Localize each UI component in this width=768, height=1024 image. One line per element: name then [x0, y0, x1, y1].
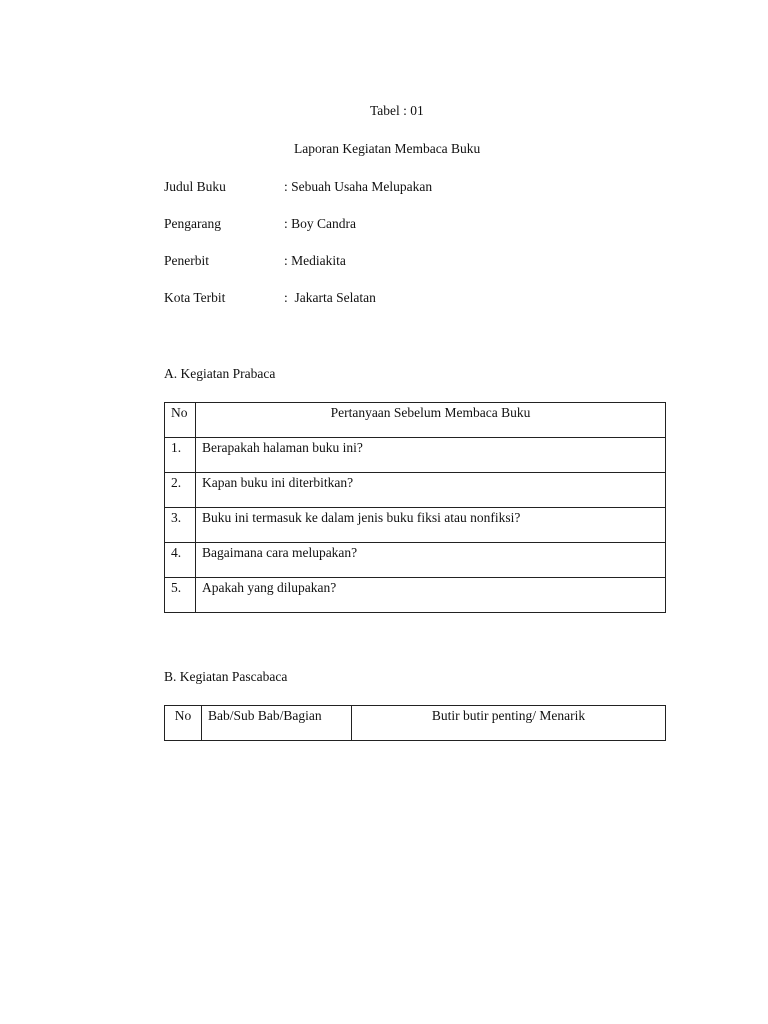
pascabaca-table: [164, 705, 666, 741]
header-key-points: Butir butir penting/ Menarik: [352, 706, 666, 741]
table-header-row: [165, 706, 666, 741]
table-row: [165, 473, 666, 508]
row-question: Bagaimana cara melupakan?: [196, 543, 666, 578]
table-row: [165, 508, 666, 543]
row-no: 4.: [165, 543, 196, 578]
header-chapter: Bab/Sub Bab/Bagian: [202, 706, 352, 741]
row-no: 1.: [165, 438, 196, 473]
book-info-value: : Sebuah Usaha Melupakan: [284, 179, 433, 194]
book-info-label: Kota Terbit: [164, 290, 226, 305]
book-info-value: : Mediakita: [284, 253, 346, 268]
header-no: No: [165, 706, 202, 741]
table-row: [165, 438, 666, 473]
table-header-row: [165, 403, 666, 438]
prabaca-table: [164, 402, 666, 613]
row-question: Berapakah halaman buku ini?: [196, 438, 666, 473]
report-title: Laporan Kegiatan Membaca Buku: [294, 141, 481, 156]
header-question: Pertanyaan Sebelum Membaca Buku: [196, 403, 666, 438]
row-question: Kapan buku ini diterbitkan?: [196, 473, 666, 508]
book-info-label: Pengarang: [164, 216, 221, 231]
table-row: [165, 543, 666, 578]
header-no: No: [165, 403, 196, 438]
book-info-label: Judul Buku: [164, 179, 226, 194]
section-a-heading: A. Kegiatan Prabaca: [164, 366, 276, 381]
row-question: Apakah yang dilupakan?: [196, 578, 666, 613]
row-no: 3.: [165, 508, 196, 543]
section-b-heading: B. Kegiatan Pascabaca: [164, 669, 288, 684]
table-number-title: Tabel : 01: [370, 103, 424, 118]
table-row: [165, 578, 666, 613]
row-no: 5.: [165, 578, 196, 613]
row-no: 2.: [165, 473, 196, 508]
book-info-label: Penerbit: [164, 253, 209, 268]
book-info-value: : Boy Candra: [284, 216, 356, 231]
book-info-value: : Jakarta Selatan: [284, 290, 376, 305]
row-question: Buku ini termasuk ke dalam jenis buku fiksi atau nonfiksi?: [196, 508, 666, 543]
